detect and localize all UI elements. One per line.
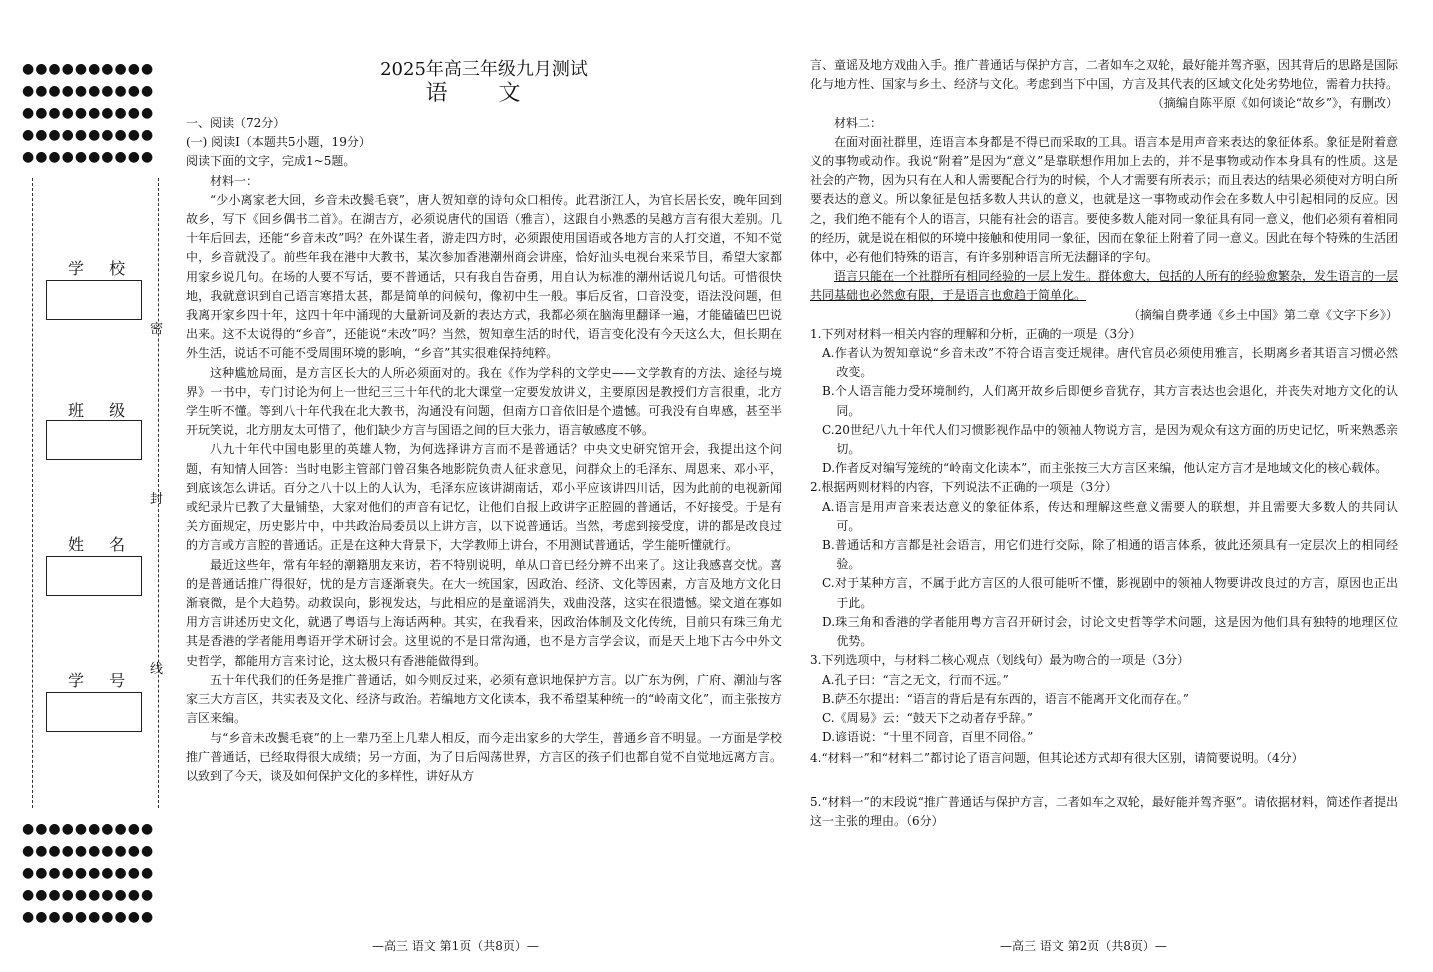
binding-dashed-line-left xyxy=(32,178,33,808)
student-id-field[interactable] xyxy=(46,692,142,732)
question-3-option-a: A.孔子曰：“言之无文，行而不远。” xyxy=(822,672,1009,687)
dot-row: ●●●●●●●●●● xyxy=(22,105,155,121)
right-page xyxy=(810,56,1398,831)
bottom-dot-strip xyxy=(22,822,160,924)
dot-row: ●●●●●●●●●● xyxy=(22,865,155,881)
question-3: 3.下列选项中，与材料二核心观点（划线句）最为吻合的一项是（3分） xyxy=(810,653,1190,668)
material1-source: （摘编自陈平原《如何谈论“故乡”》，有删改） xyxy=(1151,96,1398,111)
material1-paragraph: 这种尴尬局面，是方言区长大的人所必须面对的。我在《作为学科的文学史——文学教育的方法、途径与境界》一书中，专门讨论为何上一世纪三三十年代的北大课堂一定要发放讲义，主要原因是教授们方言很重，北方学生听不懂。等到八十年代我在北大教书，沟通没有问题，但南方口音依旧是个遗憾。可我没有自卑感，甚至半开玩笑说，北方朋友太可惜了，他们缺少方言与国语之间的巨大张力，语言敏感度不够。 xyxy=(186,365,782,438)
dot-row: ●●●●●●●●●● xyxy=(22,61,155,77)
material1-paragraph: “少小离家老大回，乡音未改鬓毛衰”，唐人贺知章的诗句众口相传。此君浙江人，为官长居长安，晚年回到故乡，写下《回乡偶书二首》。在湖吉方，必须说唐代的国语（雅言），这跟自小熟悉的吴越方言有很大差别。几十年后回去，还能“乡音未改”吗？在外谋生者，游走四方时，必须跟使用国语或各地方言的人打交道，不知不觉中，乡音就没了。前些年我在港中大教书，某次参加香港潮州商会讲座，恰好汕头电视台来采节目，希望大家都用家乡说几句。在场的人要不写话，要不普通话，只有我自告奋勇，用自认为标准的潮州话说几句话。可惜很快地，我就意识到自己语言寒措太甚，都是简单的问候句，像初中生一般。事后反省，口音没变，语法没问题，但我离开家乡四十年，这四十年中涌现的大量新词及新的表达方式，我都必须在脑海里翻译一遍，才能磕磕巴巴说出来。这不太说得的“乡音”，还能说“未改”吗？当然，贺知章生活的时代，语言变化没有今天这么大，但长期在外生活，说话不可能不受周围环境的影响，“乡音”其实很难保持纯粹。 xyxy=(186,192,782,361)
question-2-option-d: D.珠三角和香港的学者能用粤方言召开研讨会，讨论文史哲等学术问题，这是因为他们具有独特的地理区位优势。 xyxy=(822,614,1398,649)
subsection-heading: (一) 阅读I（本题共5小题，19分） xyxy=(186,135,371,150)
material1-paragraph: 与“乡音未改鬓毛衰”的上一辈乃至上几辈人相反，而今走出家乡的大学生，普通乡音不明显。一方面是学校推广普通话，已经取得很大成绩；另一方面，为了日后闯荡世界，方言区的孩子们也都自觉不自觉地远离方言。以致到了今天，谈及如何保护文化的多样性，讲好从方 xyxy=(186,730,782,783)
name-field[interactable] xyxy=(46,556,142,596)
question-1-option-c: C.20世纪八九十年代人们习惯影视作品中的领袖人物说方言，是因为观众有这方面的历史记忆，听来熟悉亲切。 xyxy=(822,422,1398,457)
question-3-option-c: C.《周易》云：“鼓天下之动者存乎辞。” xyxy=(822,710,1033,725)
material1-paragraph: 最近这些年，常有年轻的潮籍朋友来访，若不特别说明，单从口音已经分辨不出来了。这让我感喜交忧。喜的是普通话推广得很好，忧的是方言逐渐衰失。在大一统国家，因政治、经济、文化等因素，方言及地方文化日渐衰微，是个大趋势。动救误向，影视发达，与此相应的是童谣消失，戏曲没落，这实在很遗憾。梁文道在寡如用方言讲述历史文化，就遇了粤语与上海话两种。其实，在我看来，因政治体制及文化传统，目前只有珠三角尤其是香港的学者能用粤语开学术研讨会。这里说的不是日常沟通，也不是方言学会议，而是天上地下古今中外文史哲学，都能用方言来讨论，这太极只有香港能做得到。 xyxy=(186,557,782,668)
material1-paragraph: 五十年代我们的任务是推广普通话，如今则反过来，必须有意识地保护方言。以广东为例，广府、潮汕与客家三大方言区，共实表及文化、经济与政治。若编地方文化读本，我不希望某种统一的“岭南文化”，而主张按方言区来编。 xyxy=(186,672,782,726)
dot-row: ●●●●●●●●●● xyxy=(22,843,155,859)
question-2-option-b: B.普通话和方言都是社会语言，用它们进行交际，除了相通的语言体系，彼此还须具有一定层次上的相同经验。 xyxy=(822,538,1398,572)
dot-row: ●●●●●●●●●● xyxy=(22,909,155,925)
top-dot-strip xyxy=(22,62,160,164)
dot-row: ●●●●●●●●●● xyxy=(22,83,155,99)
question-1-option-b: B.个人语言能力受环境制约，人们离开故乡后即便乡音犹存，其方言表达也会退化，并丧失对地方文化的认同。 xyxy=(822,384,1398,418)
question-1-option-d: D.作者反对编写笼统的“岭南文化读本”，而主张按三大方言区来编，他认定方言才是地域文化的核心载体。 xyxy=(822,461,1388,476)
material2-underlined-paragraph: 语言只能在一个社群所有相同经验的一层上发生。群体愈大，包括的人所有的经验愈繁杂，发生语言的一层共同基础也必然愈有限，于是语言也愈趋于简单化。 xyxy=(810,269,1399,303)
dot-row: ●●●●●●●●●● xyxy=(22,127,155,143)
school-field[interactable] xyxy=(46,280,142,320)
exam-subject: 语 文 xyxy=(425,81,543,106)
dot-row: ●●●●●●●●●● xyxy=(22,821,155,837)
material1-continuation: 言、童谣及地方戏曲入手。推广普通话与保护方言，二者如车之双轮，最好能并驾齐驱，因其背后的思路是国际化与地方性、国家与乡土、经济与文化。考虑到当下中国，方言及其代表的区域文化处劣势地位，需着力扶持。 xyxy=(810,58,1399,92)
seal-mark-xian: 线 xyxy=(150,662,164,677)
question-3-option-d: D.谚语说：“十里不同音，百里不同俗。” xyxy=(822,730,1034,745)
section-heading: 一、阅读（72分） xyxy=(186,116,286,130)
question-3-option-b: B.萨丕尔提出：“语言的背后是有东西的，语言不能离开文化而存在。” xyxy=(822,691,1189,706)
material2-title: 材料二： xyxy=(834,115,883,130)
class-label: 班 级 xyxy=(68,401,136,420)
seal-mark-feng: 封 xyxy=(150,492,164,507)
exam-title: 2025年高三年级九月测试 xyxy=(380,59,588,80)
material1-paragraph: 八九十年代中国电影里的英雄人物，为何选择讲方言而不是普通话？中央文史研究馆开会，我提出这个问题，有知情人回答：当时电影主管部门曾召集各地影院负责人征求意见，问群众上的毛泽东、周恩来、邓小平，到底该怎么讲话。百分之八十以上的人认为，毛泽东应该讲湖南话，邓小平应该讲四川话，因为此前的电视新闻或纪录片已教了大量铺垫，大家对他们的声音有记忆，让他们自报上政讲字正腔圆的普通话，不好接受。于是有关方面规定，历史影片中，中共政治局委员以上讲方言，以下说普通话。当然，考虑到接受度，讲的都是改良过的方言或方言腔的普通话。正是在这种大背景下，大学教师上讲台，不用测试普通话，学生能听懂就行。 xyxy=(186,442,782,553)
page-footer-left: —高三 语文 第1页（共8页）— xyxy=(372,939,539,953)
student-id-label: 学 号 xyxy=(68,671,136,690)
question-2: 2.根据两则材料的内容，下列说法不正确的一项是（3分） xyxy=(810,480,1118,495)
question-2-option-c: C.对于某种方言，不属于此方言区的人很可能听不懂，影视剧中的领袖人物要讲改良过的方言，原因也正出于此。 xyxy=(822,576,1398,610)
question-4-answer-space[interactable] xyxy=(810,769,1398,793)
dot-row: ●●●●●●●●●● xyxy=(22,887,155,903)
question-4: 4.“材料一”和“材料二”都讨论了语言问题，但其论述方式却有很大区别，请简要说明。（4分） xyxy=(810,751,1304,766)
class-field[interactable] xyxy=(46,420,142,460)
seal-mark-mi: 密 xyxy=(150,322,164,337)
material2-paragraph: 在面对面社群里，连语言本身都是不得已而采取的工具。语言本是用声音来表达的象征体系。象征是附着意义的事物或动作。我说“附着”是因为“意义”是靠联想作用加上去的，并不是事物或动作本身具有的性质。这是社会的产物，因为只有在人和人需要配合行为的时候，个人才需要有所表示；而且表达的结果必须使对方明白所要表达的意义。所以象征是包括多数人共认的意义，也就是这一事物或动作会在多数人中引起相同的反应。因之，我们绝不能有个人的语言，只能有社会的语言。要使多数人能对同一象征具有同一意义，他们必须有着相同的经历，就是说在相似的环境中接触和使用同一象征，因而在象征上附着了同一意义。因此在每个特殊的生活团体中，必有他们特殊的语言，有许多别种语言所无法翻译的字句。 xyxy=(810,134,1399,265)
question-1-option-a: A.作者认为贺知章说“乡音未改”不符合语言变迁规律。唐代官员必须使用雅言，长期离乡者其语言习惯必然改变。 xyxy=(822,346,1398,380)
question-1: 1.下列对材料一相关内容的理解和分析，正确的一项是（3分） xyxy=(810,326,1142,341)
question-5: 5.“材料一”的末段说“推广普通话与保护方言，二者如车之双轮，最好能并驾齐驱”。请依据材料，简述作者提出这一主张的理由。（6分） xyxy=(810,794,1398,828)
dot-row: ●●●●●●●●●● xyxy=(22,149,155,165)
left-page xyxy=(186,0,782,786)
page-footer-right: —高三 语文 第2页（共8页）— xyxy=(1000,939,1167,953)
name-label: 姓 名 xyxy=(68,535,136,554)
instruction: 阅读下面的文字，完成1~5题。 xyxy=(186,154,356,169)
school-label: 学 校 xyxy=(68,259,136,278)
material2-source: （摘编自费孝通《乡土中国》第二章《文字下乡》） xyxy=(1127,307,1398,322)
material1-title: 材料一： xyxy=(210,173,259,188)
question-2-option-a: A.语言是用声音来表达意义的象征体系，传达和理解这些意义需要人的联想，并且需要大多数人的共同认可。 xyxy=(822,499,1398,533)
